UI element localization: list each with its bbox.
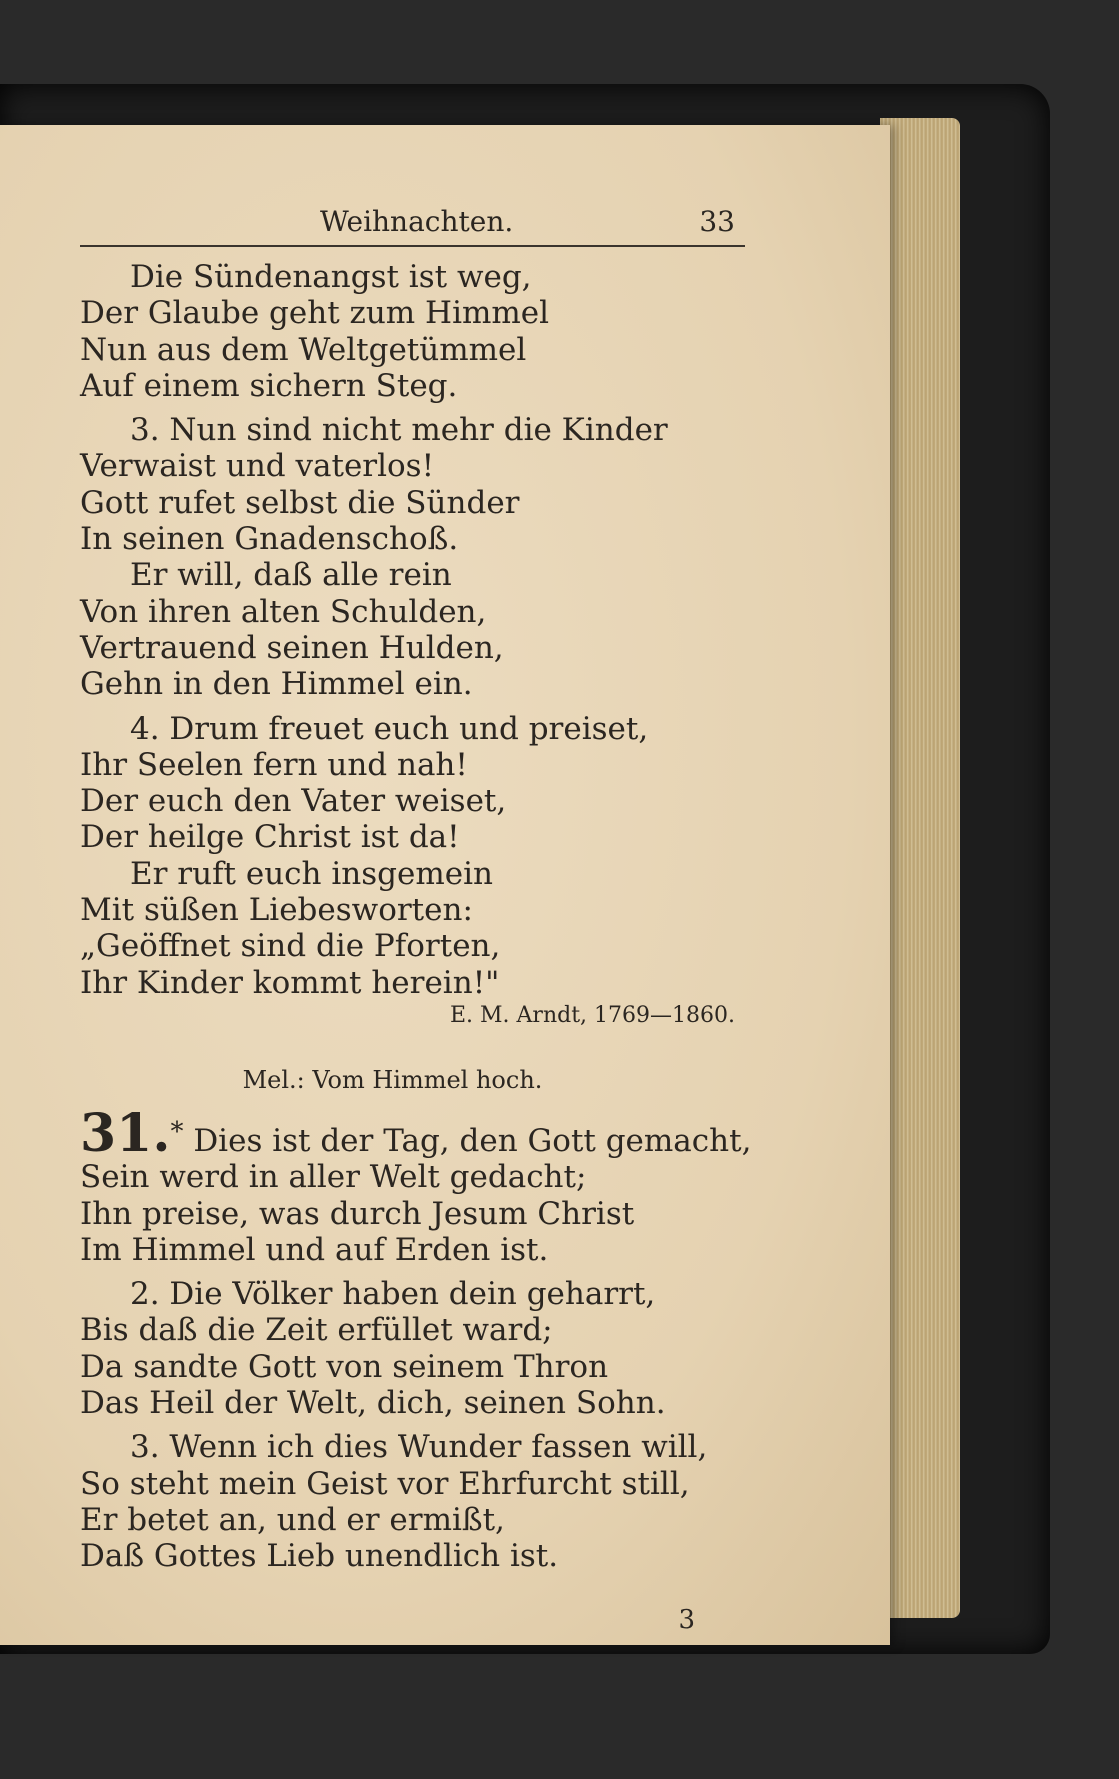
verse-line: 4. Drum freuet euch und preiset, (130, 710, 649, 747)
verse-line: Der Glaube geht zum Himmel (80, 295, 550, 332)
hymn-31-stanza-1 (80, 1102, 752, 1268)
verse-line: Er betet an, und er ermißt, (80, 1501, 505, 1538)
verse-line: Verwaist und vaterlos! (80, 448, 435, 485)
page-text (80, 195, 752, 1635)
verse-line: Ihn preise, was durch Jesum Christ (80, 1195, 635, 1232)
verse-line: 3. Nun sind nicht mehr die Kinder (130, 412, 668, 449)
hymn-31-stanza-2 (80, 1276, 745, 1421)
verse-line: Von ihren alten Schulden, (80, 593, 487, 630)
verse-line: In seinen Gnadenschoß. (80, 521, 459, 558)
verse-line: Ihr Seelen fern und nah! (80, 746, 468, 783)
stanza-4 (80, 711, 745, 1001)
verse-line: Mit süßen Liebesworten: (80, 892, 473, 929)
verse-line: Im Himmel und auf Erden ist. (80, 1231, 549, 1268)
verse-line: Bis daß die Zeit erfüllet ward; (80, 1312, 553, 1349)
verse-line: Das Heil der Welt, dich, seinen Sohn. (80, 1385, 666, 1422)
verse-line: Die Sündenangst ist weg, (130, 259, 532, 295)
verse-line: Der heilge Christ ist da! (80, 819, 460, 856)
verse-line: Vertrauend seinen Hulden, (80, 629, 504, 666)
verse-line: Der euch den Vater weiset, (80, 783, 507, 820)
verse-line: „Geöffnet sind die Pforten, (80, 928, 501, 965)
author-credit: E. M. Arndt, 1769—1860. (449, 1002, 735, 1028)
verse-line (80, 1102, 752, 1164)
hymn-number: 31. (80, 1102, 171, 1164)
page-edges (880, 118, 960, 1618)
running-header (80, 195, 745, 247)
verse-line: Ihr Kinder kommt herein!" (80, 964, 500, 1001)
verse-line: Gehn in den Himmel ein. (80, 666, 473, 703)
hymn-31-stanza-3 (80, 1429, 745, 1574)
verse-line: 3. Wenn ich dies Wunder fassen will, (130, 1429, 708, 1466)
verse-line: So steht mein Geist vor Ehrfurcht still, (80, 1465, 690, 1502)
asterisk-mark: * (170, 1116, 184, 1147)
page-number: 33 (699, 205, 735, 238)
verse-line: 2. Die Völker haben dein geharrt, (130, 1276, 656, 1313)
melody-note: Mel.: Vom Himmel hoch. (242, 1065, 543, 1094)
verse-line: Gott rufet selbst die Sünder (80, 484, 520, 521)
signature-mark: 3 (678, 1604, 695, 1635)
verse-line: Da sandte Gott von seinem Thron (80, 1348, 609, 1385)
stanza-2-end (80, 259, 745, 404)
verse-text: Dies ist der Tag, den Gott gemacht, (193, 1122, 752, 1159)
verse-line: Er will, daß alle rein (130, 557, 452, 594)
verse-line: Auf einem sichern Steg. (80, 367, 458, 404)
stanza-3 (80, 412, 745, 702)
verse-line: Nun aus dem Weltgetümmel (80, 331, 527, 368)
verse-line: Er ruft euch insgemein (130, 855, 493, 892)
section-title: Weihnachten. (320, 205, 514, 238)
verse-line: Sein werd in aller Welt gedacht; (80, 1159, 587, 1196)
verse-line: Daß Gottes Lieb unendlich ist. (80, 1538, 559, 1575)
